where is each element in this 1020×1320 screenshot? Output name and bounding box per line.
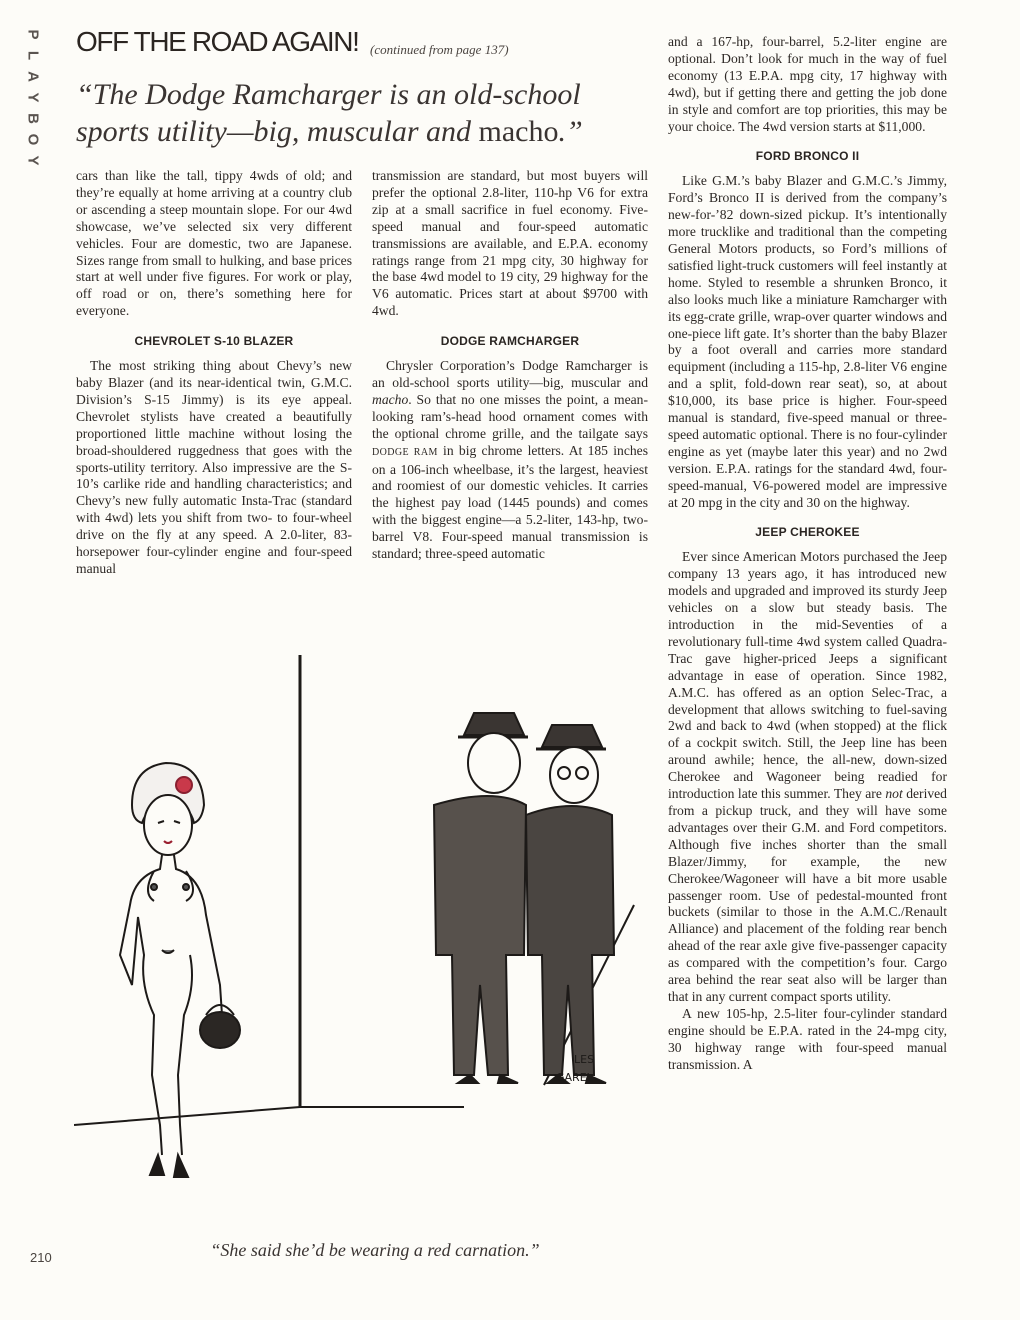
face [468, 733, 520, 793]
page-number: 210 [30, 1250, 52, 1265]
small-caps-text: DODGE RAM [372, 446, 438, 458]
artist-signature-bottom: GAREL [556, 1071, 593, 1084]
continued-note: (continued from page 137) [370, 42, 509, 57]
paragraph: cars than like the tall, tippy 4wds of old; and they’re equally at home arriving at a country club or ascending a steep mountain slope. For our 4wd showcase, we’ve selected six very different vehicles. Four are domestic, two are Japanese. Sizes range from small to hulking, and base prices start at well under five figures. For work or play, off road or on, there’s something here for everyone. [76, 168, 352, 319]
paragraph: A new 105-hp, 2.5-liter four-cylinder standard engine should be E.P.A. rated in the 24-mpg city, 30 highway range with four-speed manual transmission. A [668, 1005, 947, 1072]
text-run: Ever since American Motors purchased the Jeep company 13 years ago, it has introduced new models and upgraded and improved its sturdy Jeep vehicles on a slow but steady basis. The introduction in the mid-Seventies of a revolutionary full-time 4wd system called Quadra-Trac gave higher-priced Jeeps a significant advantage in ease of operation. Since 1982, A.M.C. has offered as an option Selec-Trac, a development that allows switching to fuel-saving 2wd and back to 4wd (when stopped) at the flick of a cockpit switch. Still, the Jeep line has been around awhile; hence, the all-new, down-sized Cherokee and Wagoneer being readied for introduction late this summer. They are [668, 549, 947, 802]
section-heading-chevrolet: CHEVROLET S-10 BLAZER [134, 334, 294, 349]
artist-signature-top: LES [574, 1053, 595, 1066]
emphasis-word: macho [372, 391, 409, 407]
pull-quote-end: .” [558, 115, 583, 148]
section-heading-dodge: DODGE RAMCHARGER [440, 334, 580, 349]
playboy-masthead [18, 24, 48, 171]
high-heels [150, 1155, 188, 1177]
red-carnation [176, 777, 192, 793]
section-heading-ford: FORD BRONCO II [755, 149, 860, 164]
fedora-hat [542, 725, 602, 747]
man-right [526, 725, 614, 1083]
masthead-letter: A [24, 71, 42, 82]
floor-line-left [74, 1107, 300, 1125]
nipple [151, 884, 157, 890]
text-run: Chrysler Corporation’s Dodge Ramcharger is an old-school sports utility—big, muscular and [372, 358, 648, 390]
pull-quote-emphasis: macho [478, 115, 559, 148]
column-1 [76, 168, 352, 578]
paragraph: transmission are standard, but most buyers will prefer the optional 2.8-liter, 110-hp V6 for extra zip at a small sacrifice in fuel economy. Five-speed manual and four-speed automatic transmissions are available, and E.P.A. economy ratings range from 21 mpg city, 30 highway for the base 4wd model to 19 city, 29 highway for the V6 automatic. Prices start at about $9700 with 4wd. [372, 168, 648, 319]
section-heading-jeep: JEEP CHEROKEE [755, 525, 860, 540]
text-run: derived from a pickup truck, and they will have some advantages over their G.M. and Ford competitors. Although five inches shorter than the small Blazer/Jimmy, for example, the new Cherokee/Wagoneer will have a bit more usable passenger room. Use of pedestal-mounted front buckets (similar to those in the A.M.C./Renault Alliance) and placement of the folding rear bench ahead of the rear axle give five-passenger capacity as compared with the competition’s four. Cargo area behind the rear seat also will be larger than that in any current compact sports utility. [668, 786, 947, 1004]
column-2 [372, 168, 648, 563]
paragraph [372, 358, 648, 563]
pubic-shading [162, 950, 174, 953]
paragraph: The most striking thing about Chevy’s new baby Blazer (and its near-identical twin, G.M.C. Division’s S-15 Jimmy) is its eye appeal. Chevrolet stylists have created a beautifully proportioned little machine without losing the broad-shouldered ruggedness that goes with the sports-utility territory. Also impressive are the S-10’s carlike ride and handling characteristics; and Chevy’s new fully automatic Insta-Trac (standard with 4wd) lets you shift from two- to four-wheel drive on the fly at any speed. A 2.0-liter, 83-horsepower four-cylinder engine and four-speed manual [76, 358, 352, 576]
article-headline: OFF THE ROAD AGAIN! [76, 26, 359, 57]
paragraph: Like G.M.’s baby Blazer and G.M.C.’s Jimmy, Ford’s Bronco II is derived from the company’s new-for-’82 down-sized pickup. It’s intentionally more trucklike and traditional than the competing General Motors products, so Ford’s millions of satisfied light-truck customers will feel instantly at home. Styled to resemble a shrunken Bronco, it also looks much like a miniature Ramcharger with its egg-crate grille, wrap-over quarter windows and one-piece lift gate. It’s shorter than the baby Blazer by a foot overall and carries more standard equipment (including a 115-hp, 2.8-liter V6 engine and a split, fold-down rear seat), so, at about $10,000, its base price is higher. Four-speed manual is standard, five-speed manual or three-speed automatic optional. There is no four-cylinder engine as yet (maybe later this year) and no 2wd version. E.P.A. ratings for the standard 4wd, four-speed-manual, V6-powered model are impressive at 20 mpg in the city and 30 on the highway. [668, 173, 947, 510]
text-run: in big chrome letters. At 185 inches on a 106-inch wheelbase, it’s the largest, heaviest and roomiest of our domestic vehicles. It carries the highest pay load (1445 pounds) and comes with the biggest engine—a 5.2-liter, 143-hp, two-barrel V8. Four-speed manual transmission is standard; three-speed automatic [372, 442, 648, 562]
man-left [434, 713, 528, 1083]
masthead-letter: Y [24, 155, 42, 166]
cartoon-illustration [74, 655, 649, 1235]
masthead-letter: O [24, 133, 42, 146]
emphasis-word: not [885, 786, 903, 802]
suit [434, 796, 526, 1075]
masthead-letter: L [24, 50, 42, 61]
paragraph: and a 167-hp, four-barrel, 5.2-liter engine are optional. Don’t look for much in the way of fuel economy (13 E.P.A. mpg city, 17 highway with 4wd), but if getting there and getting the job done in style and comfort are top priorities, this may be your choice. The 4wd version starts at $11,000. [668, 34, 947, 134]
cartoon-caption: “She said she’d be wearing a red carnation.” [210, 1240, 540, 1260]
face [550, 747, 598, 803]
paragraph [668, 549, 947, 1005]
fedora-hat [464, 713, 524, 735]
handbag [200, 1012, 240, 1048]
face [144, 795, 192, 855]
column-3 [668, 34, 947, 1073]
pull-quote [76, 76, 651, 150]
text-run: . So that no one misses the point, a mean-looking ram’s-head hood ornament comes with the optional chrome grille, and the tailgate says [372, 391, 648, 441]
body-outline [120, 855, 222, 1155]
masthead-letter: P [24, 29, 42, 40]
woman-figure [120, 763, 240, 1177]
nipple [183, 884, 189, 890]
pull-quote-text: “The Dodge Ramcharger is an old-school sports utility—big, muscular and [76, 78, 581, 148]
masthead-letter: Y [24, 92, 42, 103]
masthead-letter: B [24, 113, 42, 124]
